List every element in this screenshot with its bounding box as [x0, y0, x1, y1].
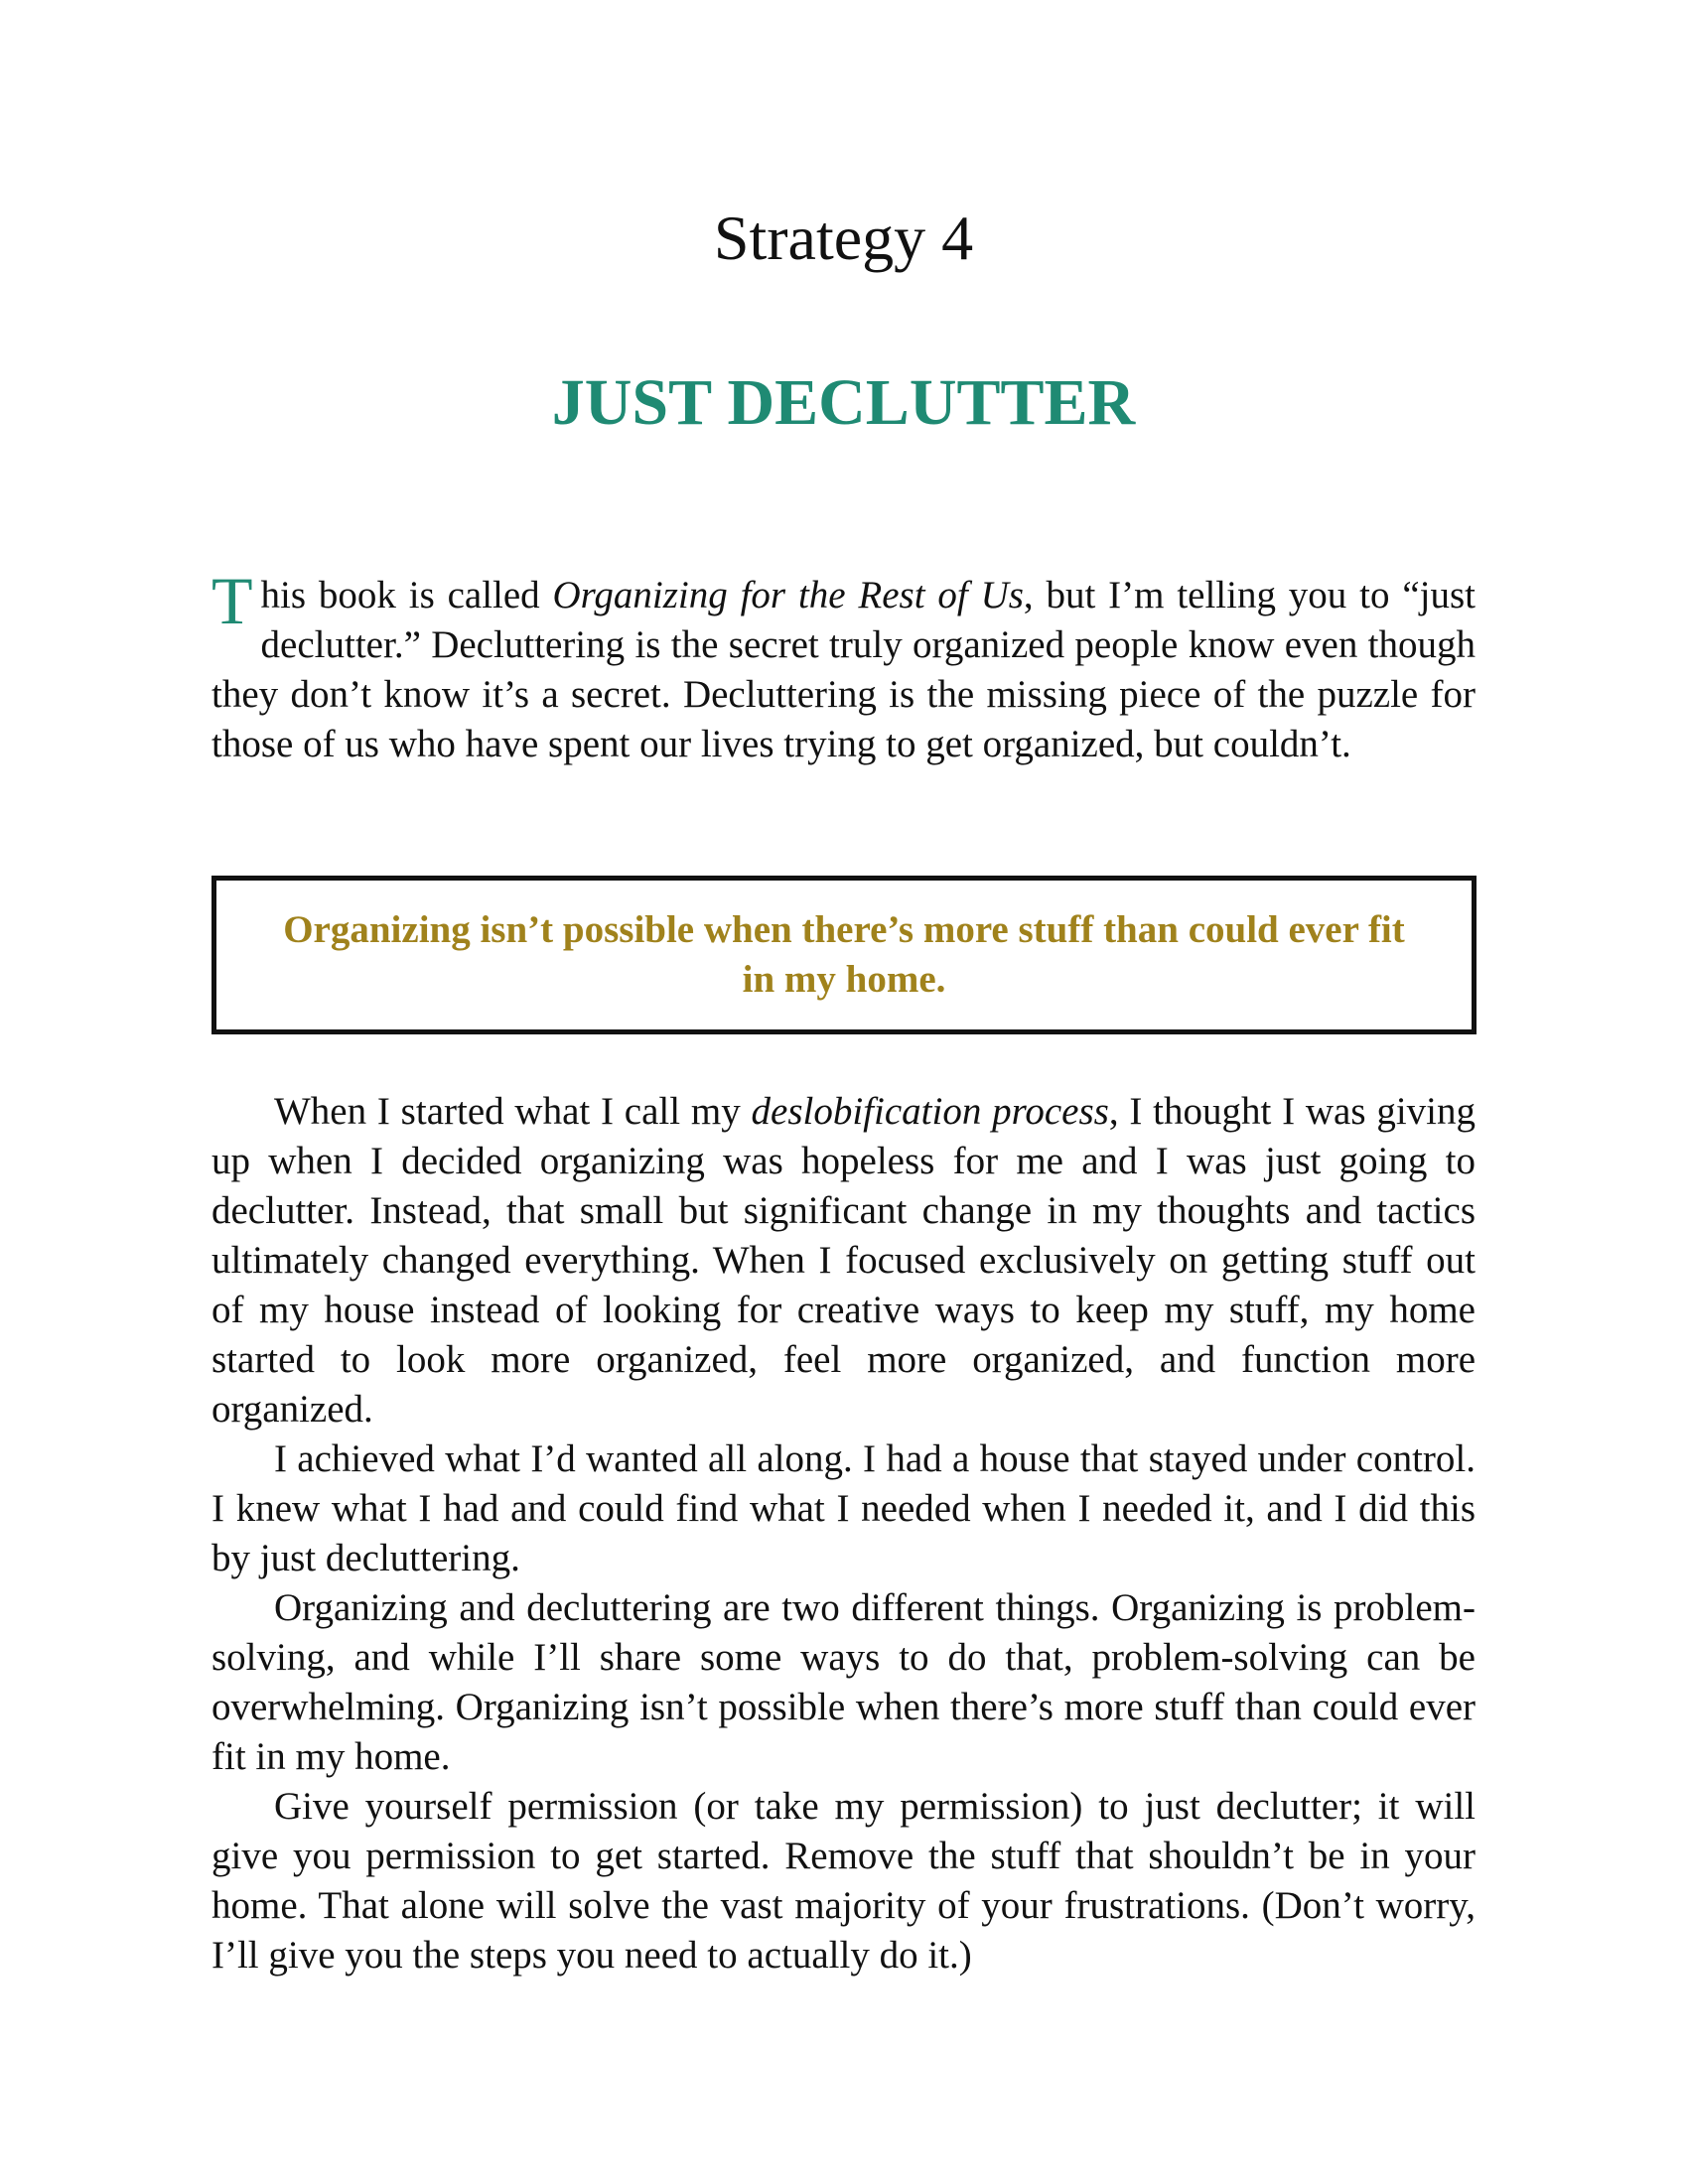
intro-text-2: , but I’m telling you to “just declutter.” Decluttering is the secret truly organized people know even though they don’t know it’s a secret. Decluttering is the missing piece of the puzzle for those of us who have spent our lives trying to get organized, but couldn’t.: [211, 574, 1476, 765]
pull-quote-box: [211, 876, 1477, 1034]
strategy-label: Strategy 4: [713, 203, 974, 273]
intro-paragraph: [211, 563, 1476, 769]
intro-text-1: his book is called: [260, 574, 553, 616]
book-title: Organizing for the Rest of Us: [552, 574, 1024, 616]
drop-cap: T: [211, 563, 253, 638]
body-paragraphs: [211, 1087, 1476, 1980]
chapter-title: JUST DECLUTTER: [551, 366, 1136, 439]
paragraph-4: Give yourself permission (or take my permission) to just declutter; it will give you permission to get started. Remove the stuff that shouldn’t be in your home. That alone will solve the vast majority of your frustrations. (Don’t worry, I’ll give you the steps you need to actually do it.): [211, 1785, 1476, 1977]
book-page: [211, 0, 1476, 2184]
paragraph-1-text-a: When I started what I call my: [274, 1090, 752, 1133]
paragraph-1-emphasis: deslobification process: [751, 1090, 1109, 1133]
paragraph-2: I achieved what I’d wanted all along. I had a house that stayed under control. I knew what I had and could find what I needed when I needed it, and I did this by just decluttering.: [211, 1437, 1476, 1579]
pull-quote-text: Organizing isn’t possible when there’s more stuff than could ever fit in my home.: [283, 908, 1405, 1001]
paragraph-3: Organizing and decluttering are two different things. Organizing is problem-solving, and while I’ll share some ways to do that, problem-solving can be overwhelming. Organizing isn’t possible when there’s more stuff than could ever fit in my home.: [211, 1586, 1476, 1778]
paragraph-1-text-b: , I thought I was giving up when I decided organizing was hopeless for me and I was just going to declutter. Instead, that small but significant change in my thoughts and tactics ultimately changed everything. When I focused exclusively on getting stuff out of my house instead of looking for creative ways to keep my stuff, my home started to look more organized, feel more organized, and function more organized.: [211, 1090, 1476, 1431]
paragraph-1: [211, 1087, 1476, 1434]
